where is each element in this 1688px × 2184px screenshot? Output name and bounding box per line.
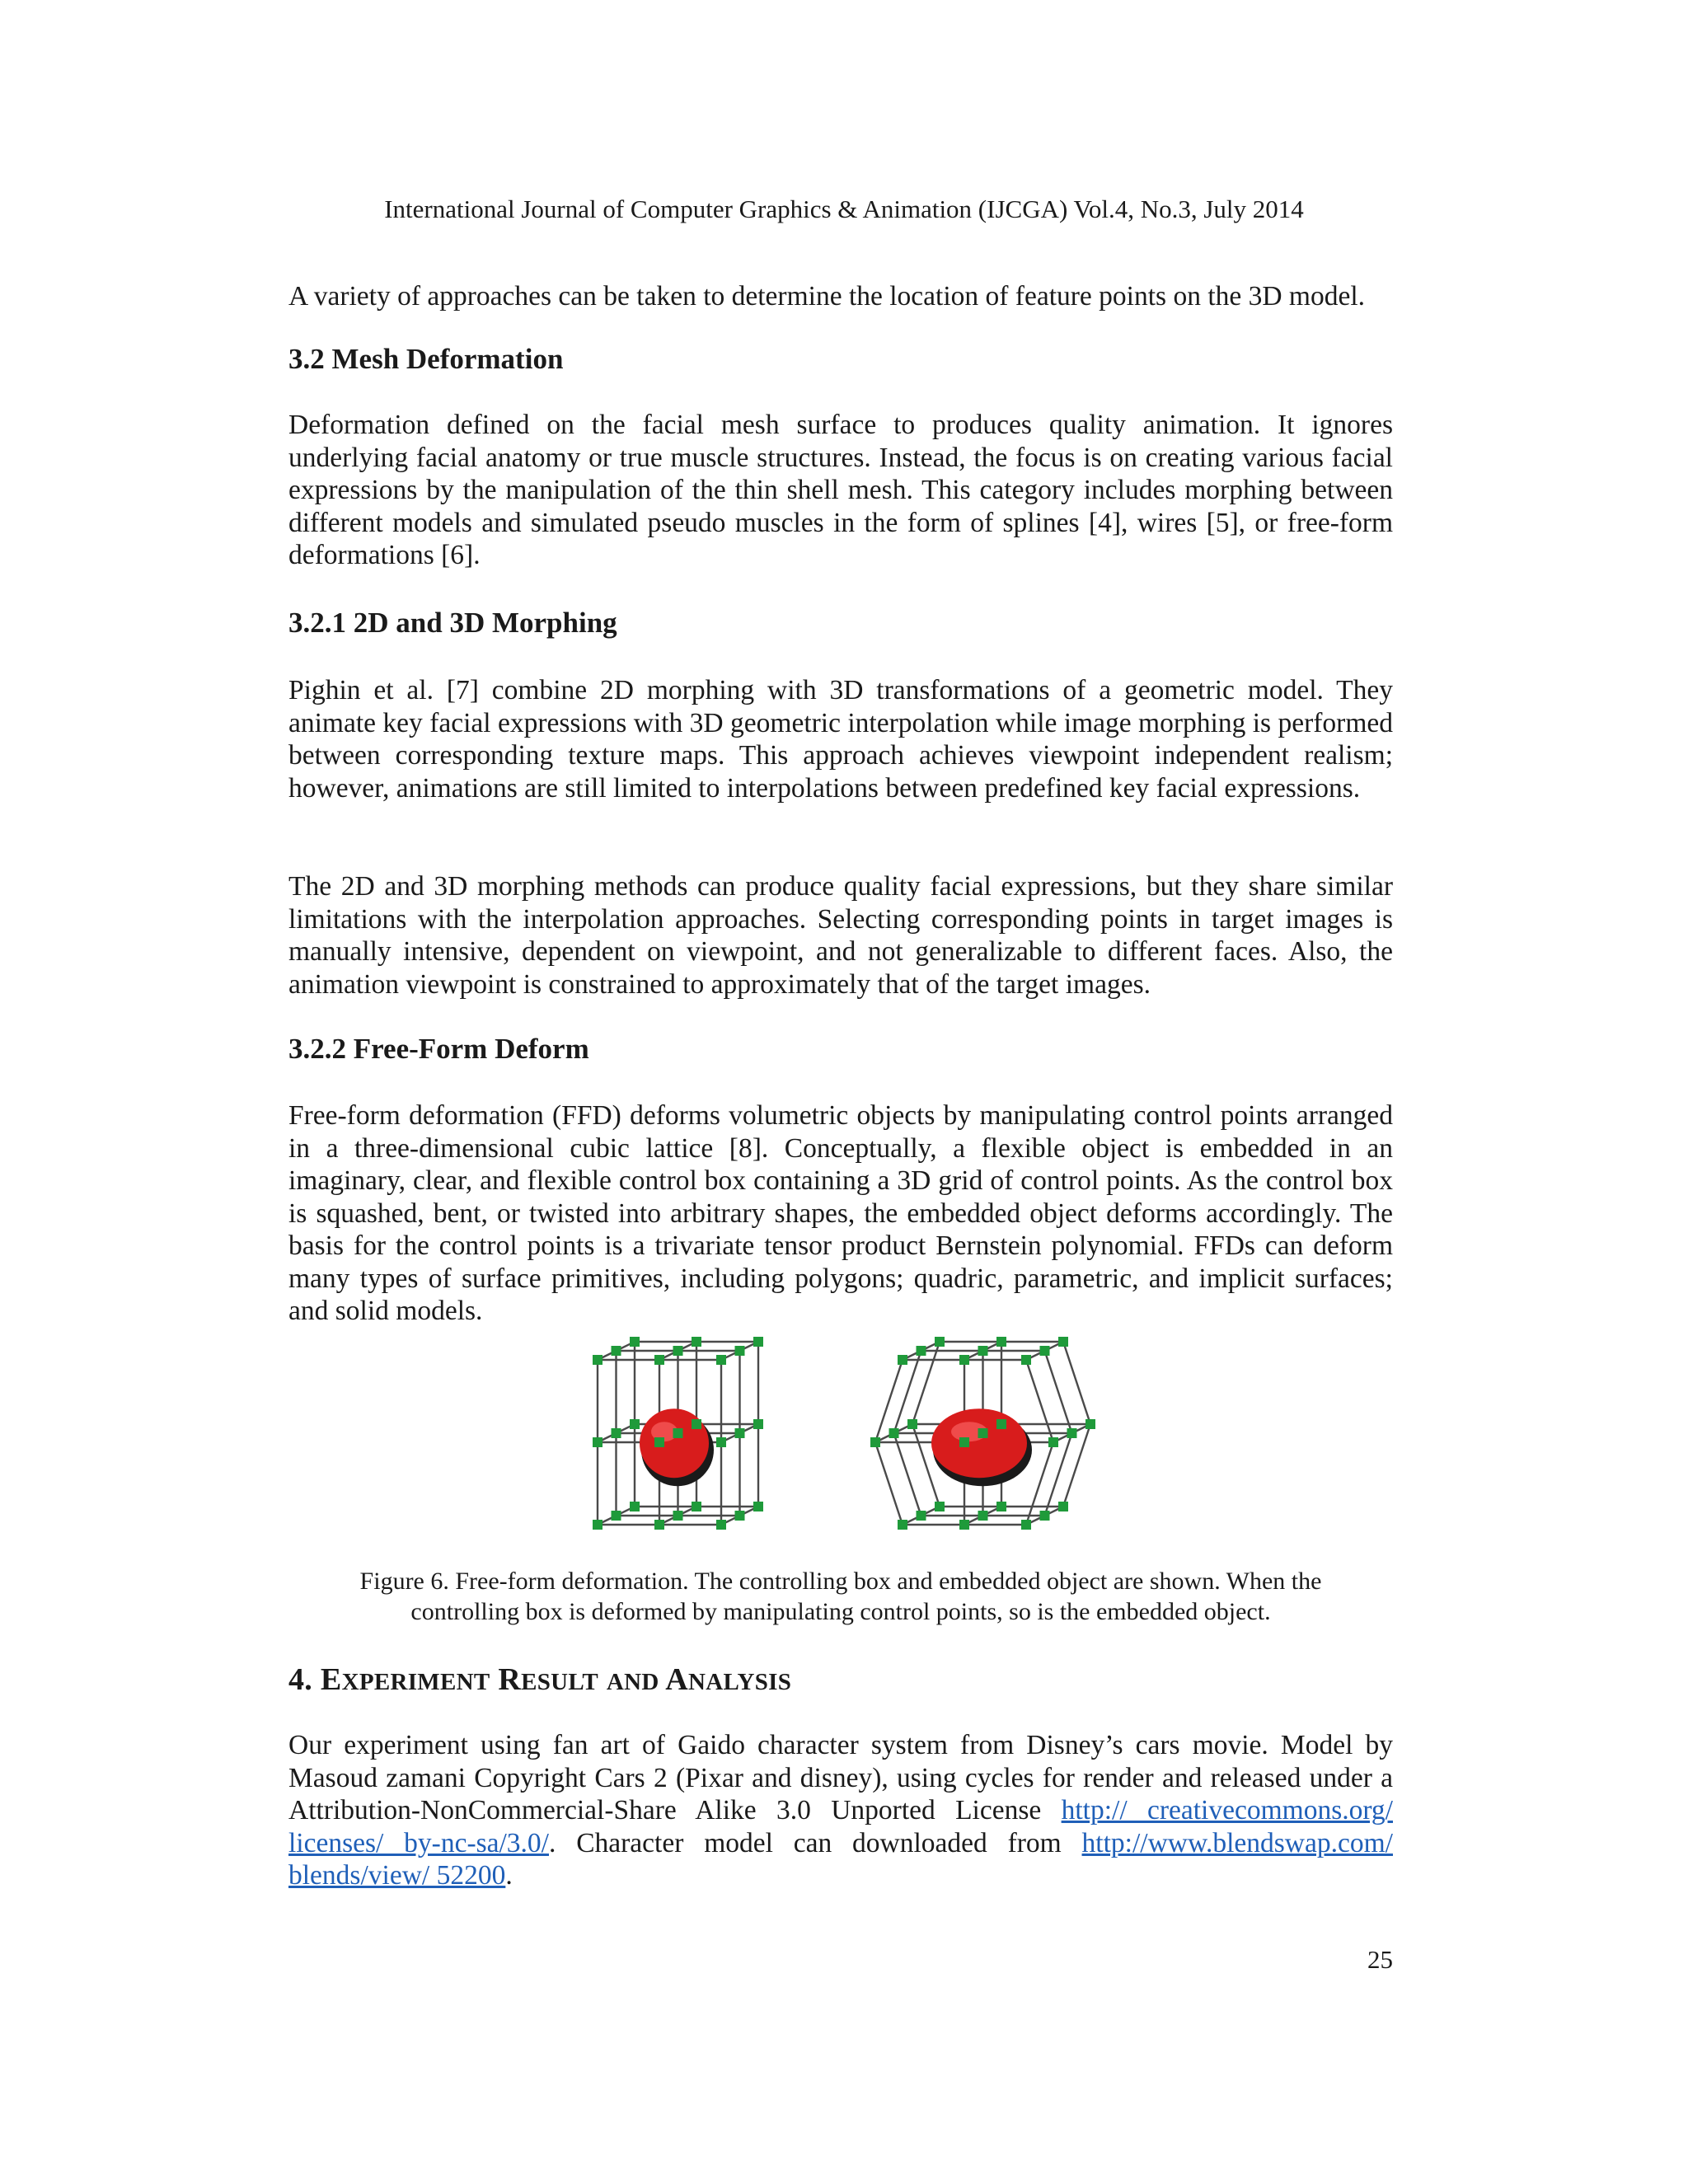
control-point: [959, 1520, 969, 1530]
control-point: [1040, 1511, 1050, 1521]
creativecommons-link[interactable]: http:// creativecommons.org/ licenses/ by-nc-sa/3.0/: [288, 1795, 1393, 1858]
section-3-2-body: Deformation defined on the facial mesh surface to produces quality animation. It ignores underlying facial anatomy or true muscle structures. Instead, the focus is on creating various facial expressions by the manipulation of the thin shell mesh. This category includes morphing between different models and simulated pseudo muscles in the form of splines [4], wires [5], or free-form deformations [6].: [288, 410, 1393, 570]
page-number: 25: [1367, 1945, 1393, 1974]
section-3-2-1-body-2: The 2D and 3D morphing methods can produce quality facial expressions, but they share similar limitations with the interpolation approaches. Selecting corresponding points in target images is manually intensive, dependent on viewpoint, and not generalizable to different faces. Also, the animation viewpoint is constrained to approximately that of the target images.: [288, 871, 1393, 1000]
control-point: [735, 1511, 745, 1521]
control-point: [1021, 1355, 1031, 1365]
ffd-figure: [577, 1319, 1121, 1541]
control-point: [612, 1346, 621, 1356]
control-point: [889, 1428, 899, 1438]
control-point: [907, 1419, 917, 1429]
lattice-edge: [875, 1442, 903, 1525]
section-4-body-text: Our experiment using fan art of Gaido character system from Disney’s cars movie. Model by Masoud zamani Copyright Cars 2 (Pixar and disney), using cycles for render and released under a Attribution-NonCommercial-Share Alike 3.0 Unported License: [288, 1730, 1393, 1825]
embedded-object: [931, 1408, 1027, 1478]
control-point: [753, 1337, 763, 1347]
control-point: [753, 1419, 763, 1429]
control-point: [935, 1337, 945, 1347]
control-point: [654, 1437, 664, 1447]
title-cap: A: [665, 1662, 689, 1697]
lattice-edge: [1045, 1351, 1072, 1433]
section-3-2-1-heading: 3.2.1 2D and 3D Morphing: [288, 607, 617, 639]
control-point: [716, 1520, 726, 1530]
lattice-edge: [894, 1433, 921, 1516]
control-point: [996, 1337, 1006, 1347]
title-rest: XPERIMENT: [341, 1669, 490, 1695]
control-point: [917, 1346, 926, 1356]
control-point: [630, 1419, 640, 1429]
control-point: [673, 1511, 683, 1521]
section-3-2-heading: 3.2 Mesh Deformation: [288, 343, 564, 375]
figure-6-caption-line-1: Figure 6. Free-form deformation. The controlling box and embedded object are shown. When the: [359, 1568, 1322, 1595]
control-point: [673, 1428, 683, 1438]
section-4-body-end: .: [505, 1860, 513, 1891]
section-4-number: 4.: [288, 1662, 313, 1697]
control-point: [612, 1428, 621, 1438]
section-3-2-1-body-1: Pighin et al. [7] combine 2D morphing with 3D transformations of a geometric model. They animate key facial expressions with 3D geometric interpolation while image morphing is performed between corresponding texture maps. This approach achieves viewpoint independent realism; however, animations are still limited to interpolations between predefined key facial expressions.: [288, 675, 1393, 804]
control-point: [692, 1502, 701, 1511]
title-rest: ESULT: [521, 1669, 599, 1695]
blendswap-link[interactable]: http://www.blendswap.com/ blends/view/ 52200: [288, 1827, 1393, 1891]
control-point: [959, 1437, 969, 1447]
control-point: [1021, 1520, 1031, 1530]
running-header: International Journal of Computer Graphics & Animation (IJCGA) Vol.4, No.3, July 2014: [384, 194, 1304, 223]
control-point: [917, 1511, 926, 1521]
section-4-body-text-2: . Character model can downloaded from: [549, 1827, 1082, 1858]
ffd-lattice-original: [593, 1337, 763, 1530]
control-point: [753, 1502, 763, 1511]
intro-paragraph: A variety of approaches can be taken to determine the location of feature points on the 3D model.: [288, 281, 1366, 312]
control-point: [593, 1437, 603, 1447]
control-point: [612, 1511, 621, 1521]
control-point: [978, 1428, 988, 1438]
section-4-body: [288, 1729, 1393, 1892]
section-4-heading: [288, 1661, 791, 1698]
control-point: [692, 1419, 701, 1429]
embedded-object: [640, 1408, 709, 1478]
control-point: [1067, 1428, 1077, 1438]
control-point: [692, 1337, 701, 1347]
control-point: [593, 1520, 603, 1530]
control-point: [735, 1346, 745, 1356]
control-point: [870, 1437, 880, 1447]
section-4-title-word-3: [607, 1662, 659, 1697]
control-point: [630, 1502, 640, 1511]
control-point: [1085, 1419, 1095, 1429]
lattice-edge: [1063, 1342, 1090, 1424]
control-point: [630, 1337, 640, 1347]
control-point: [996, 1419, 1006, 1429]
control-point: [654, 1355, 664, 1365]
title-cap: R: [498, 1662, 522, 1697]
control-point: [716, 1355, 726, 1365]
control-point: [959, 1355, 969, 1365]
control-point: [1058, 1502, 1068, 1511]
title-cap: E: [320, 1662, 342, 1697]
control-point: [898, 1520, 907, 1530]
control-point: [898, 1355, 907, 1365]
control-point: [735, 1428, 745, 1438]
control-point: [935, 1502, 945, 1511]
control-point: [593, 1355, 603, 1365]
title-rest: AND: [606, 1669, 659, 1695]
control-point: [716, 1437, 726, 1447]
control-point: [654, 1520, 664, 1530]
control-point: [996, 1502, 1006, 1511]
control-point: [978, 1346, 988, 1356]
section-4-title-word-2: [498, 1662, 598, 1697]
control-point: [673, 1346, 683, 1356]
control-point: [978, 1511, 988, 1521]
lattice-edge: [1026, 1360, 1053, 1442]
control-point: [1048, 1437, 1058, 1447]
section-3-2-2-body: Free-form deformation (FFD) deforms volumetric objects by manipulating control points arranged in a three-dimensional cubic lattice [8]. Conceptually, a flexible object is embedded in an imaginary, clear, and flexible control box containing a 3D grid of control points. As the control box is squashed, bent, or twisted into arbitrary shapes, the embedded object deforms accordingly. The basis for the control points is a trivariate tensor product Bernstein polynomial. FFDs can deform many types of surface primitives, including polygons; quadric, parametric, and implicit surfaces; and solid models.: [288, 1100, 1393, 1326]
control-point: [1040, 1346, 1050, 1356]
section-4-title-word-4: [665, 1662, 791, 1697]
figure-6-caption-line-2: controlling box is deformed by manipulating control points, so is the embedded object.: [410, 1598, 1271, 1625]
section-3-2-2-heading: 3.2.2 Free-Form Deform: [288, 1033, 589, 1065]
section-4-title-word-1: [321, 1662, 490, 1697]
ffd-lattice-deformed: [870, 1337, 1095, 1530]
title-rest: NALYSIS: [688, 1669, 792, 1695]
control-point: [1058, 1337, 1068, 1347]
